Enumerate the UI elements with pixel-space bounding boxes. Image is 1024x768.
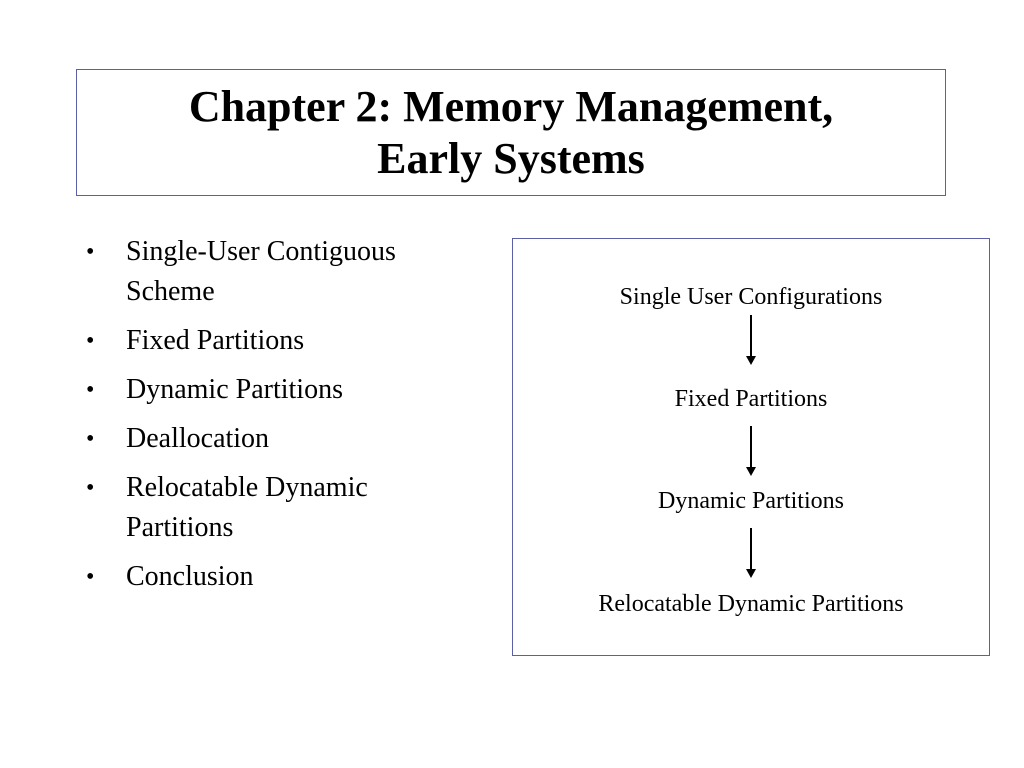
- flow-step-dynamic: Dynamic Partitions: [658, 488, 844, 514]
- bullet-icon: •: [86, 328, 95, 354]
- bullet-text: Deallocation: [126, 423, 270, 454]
- bullet-icon: •: [86, 475, 95, 501]
- bullet-icon: •: [86, 377, 95, 403]
- bullet-list: [84, 232, 474, 606]
- bullet-item: [84, 370, 474, 410]
- bullet-item: [84, 321, 474, 361]
- flow-step-fixed: Fixed Partitions: [674, 386, 828, 412]
- flow-step-single-user: Single User Configurations: [619, 284, 883, 310]
- bullet-text: Single-User Contiguous Scheme: [126, 236, 396, 307]
- bullet-icon: •: [86, 426, 95, 452]
- bullet-text: Relocatable Dynamic Partitions: [126, 472, 368, 543]
- bullet-icon: •: [86, 564, 95, 590]
- bullet-item: [84, 232, 466, 312]
- bullet-text: Conclusion: [126, 561, 254, 592]
- flow-diagram: [512, 238, 990, 656]
- bullet-text: Dynamic Partitions: [126, 374, 343, 405]
- flow-step-relocatable: Relocatable Dynamic Partitions: [598, 591, 904, 617]
- bullet-item: [84, 419, 474, 459]
- slide-title: [189, 81, 833, 185]
- bullet-item: [84, 557, 474, 597]
- bullet-item: [84, 468, 426, 548]
- title-box: [76, 69, 946, 196]
- bullet-text: Fixed Partitions: [126, 325, 305, 356]
- bullet-icon: •: [86, 239, 95, 265]
- slide-title-line-2: Early Systems: [377, 133, 645, 183]
- slide-title-line-1: Chapter 2: Memory Management,: [188, 81, 834, 131]
